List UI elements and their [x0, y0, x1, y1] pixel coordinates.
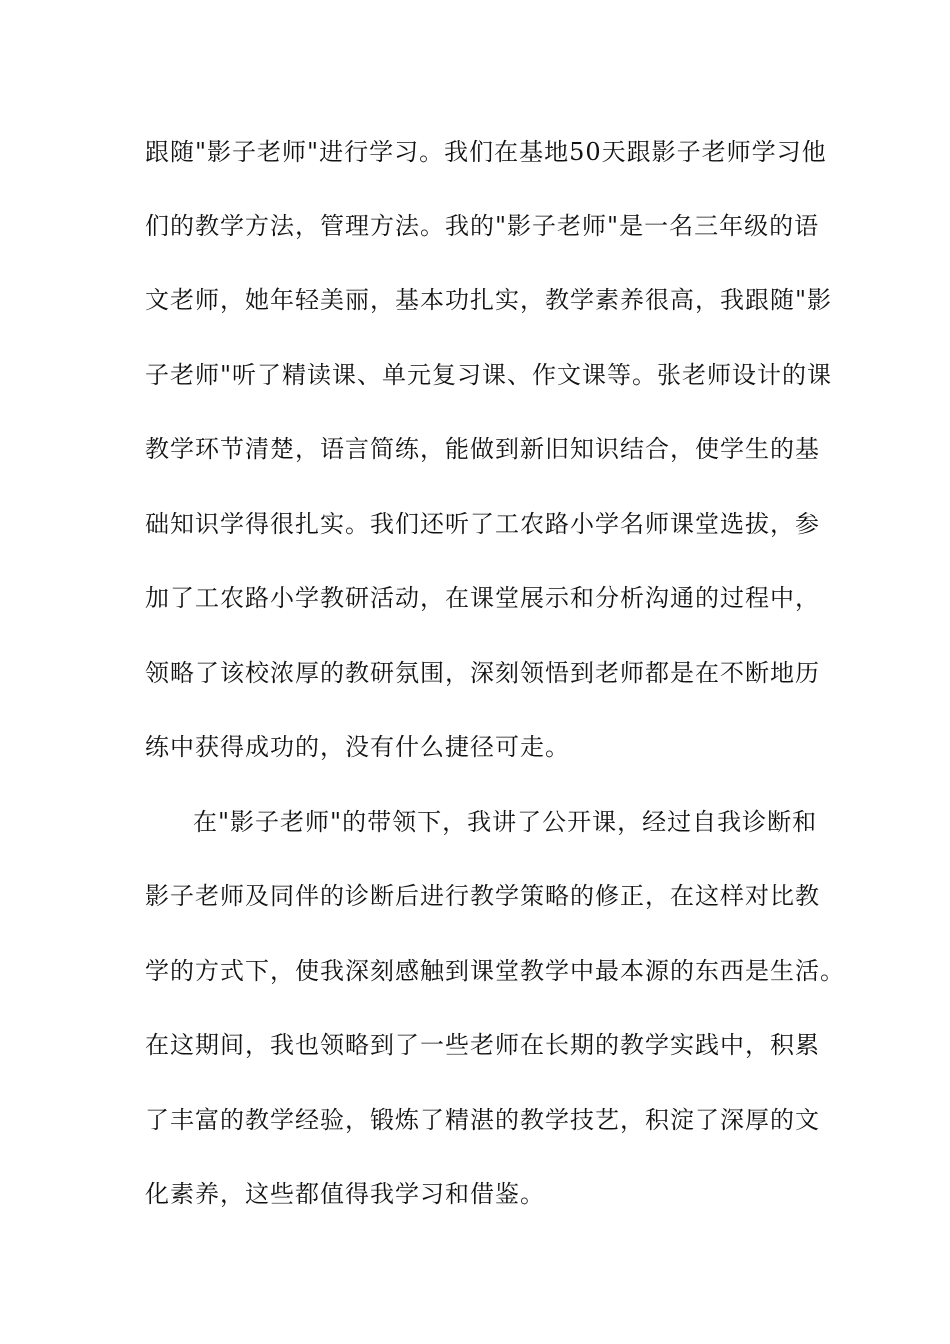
text-line-6: 础知识学得很扎实。我们还听了工农路小学名师课堂选拔，参 [145, 510, 820, 538]
text-line-1: 跟随"影子老师"进行学习。我们在基地50天跟影子老师学习他 [145, 138, 827, 166]
text-line-2: 们的教学方法，管理方法。我的"影子老师"是一名三年级的语 [145, 212, 820, 240]
text-line-8: 领略了该校浓厚的教研氛围，深刻领悟到老师都是在不断地历 [145, 659, 820, 687]
text-line-11: 影子老师及同伴的诊断后进行教学策略的修正，在这样对比教 [145, 882, 820, 910]
text-line-4: 子老师"听了精读课、单元复习课、作文课等。张老师设计的课 [145, 361, 833, 389]
text-line-14: 了丰富的教学经验，锻炼了精湛的教学技艺，积淀了深厚的文 [145, 1106, 820, 1134]
text-line-7: 加了工农路小学教研活动，在课堂展示和分析沟通的过程中， [145, 584, 820, 612]
text-line-12: 学的方式下，使我深刻感触到课堂教学中最本源的东西是生活。 [145, 957, 845, 985]
text-line-13: 在这期间，我也领略到了一些老师在长期的教学实践中，积累 [145, 1031, 820, 1059]
text-line-5: 教学环节清楚，语言简练，能做到新旧知识结合，使学生的基 [145, 435, 820, 463]
text-line-9: 练中获得成功的，没有什么捷径可走。 [145, 733, 570, 761]
text-line-3: 文老师，她年轻美丽，基本功扎实，教学素养很高，我跟随"影 [145, 286, 833, 314]
text-line-15: 化素养，这些都值得我学习和借鉴。 [145, 1180, 545, 1208]
text-line-10: 在"影子老师"的带领下，我讲了公开课，经过自我诊断和 [193, 808, 818, 836]
